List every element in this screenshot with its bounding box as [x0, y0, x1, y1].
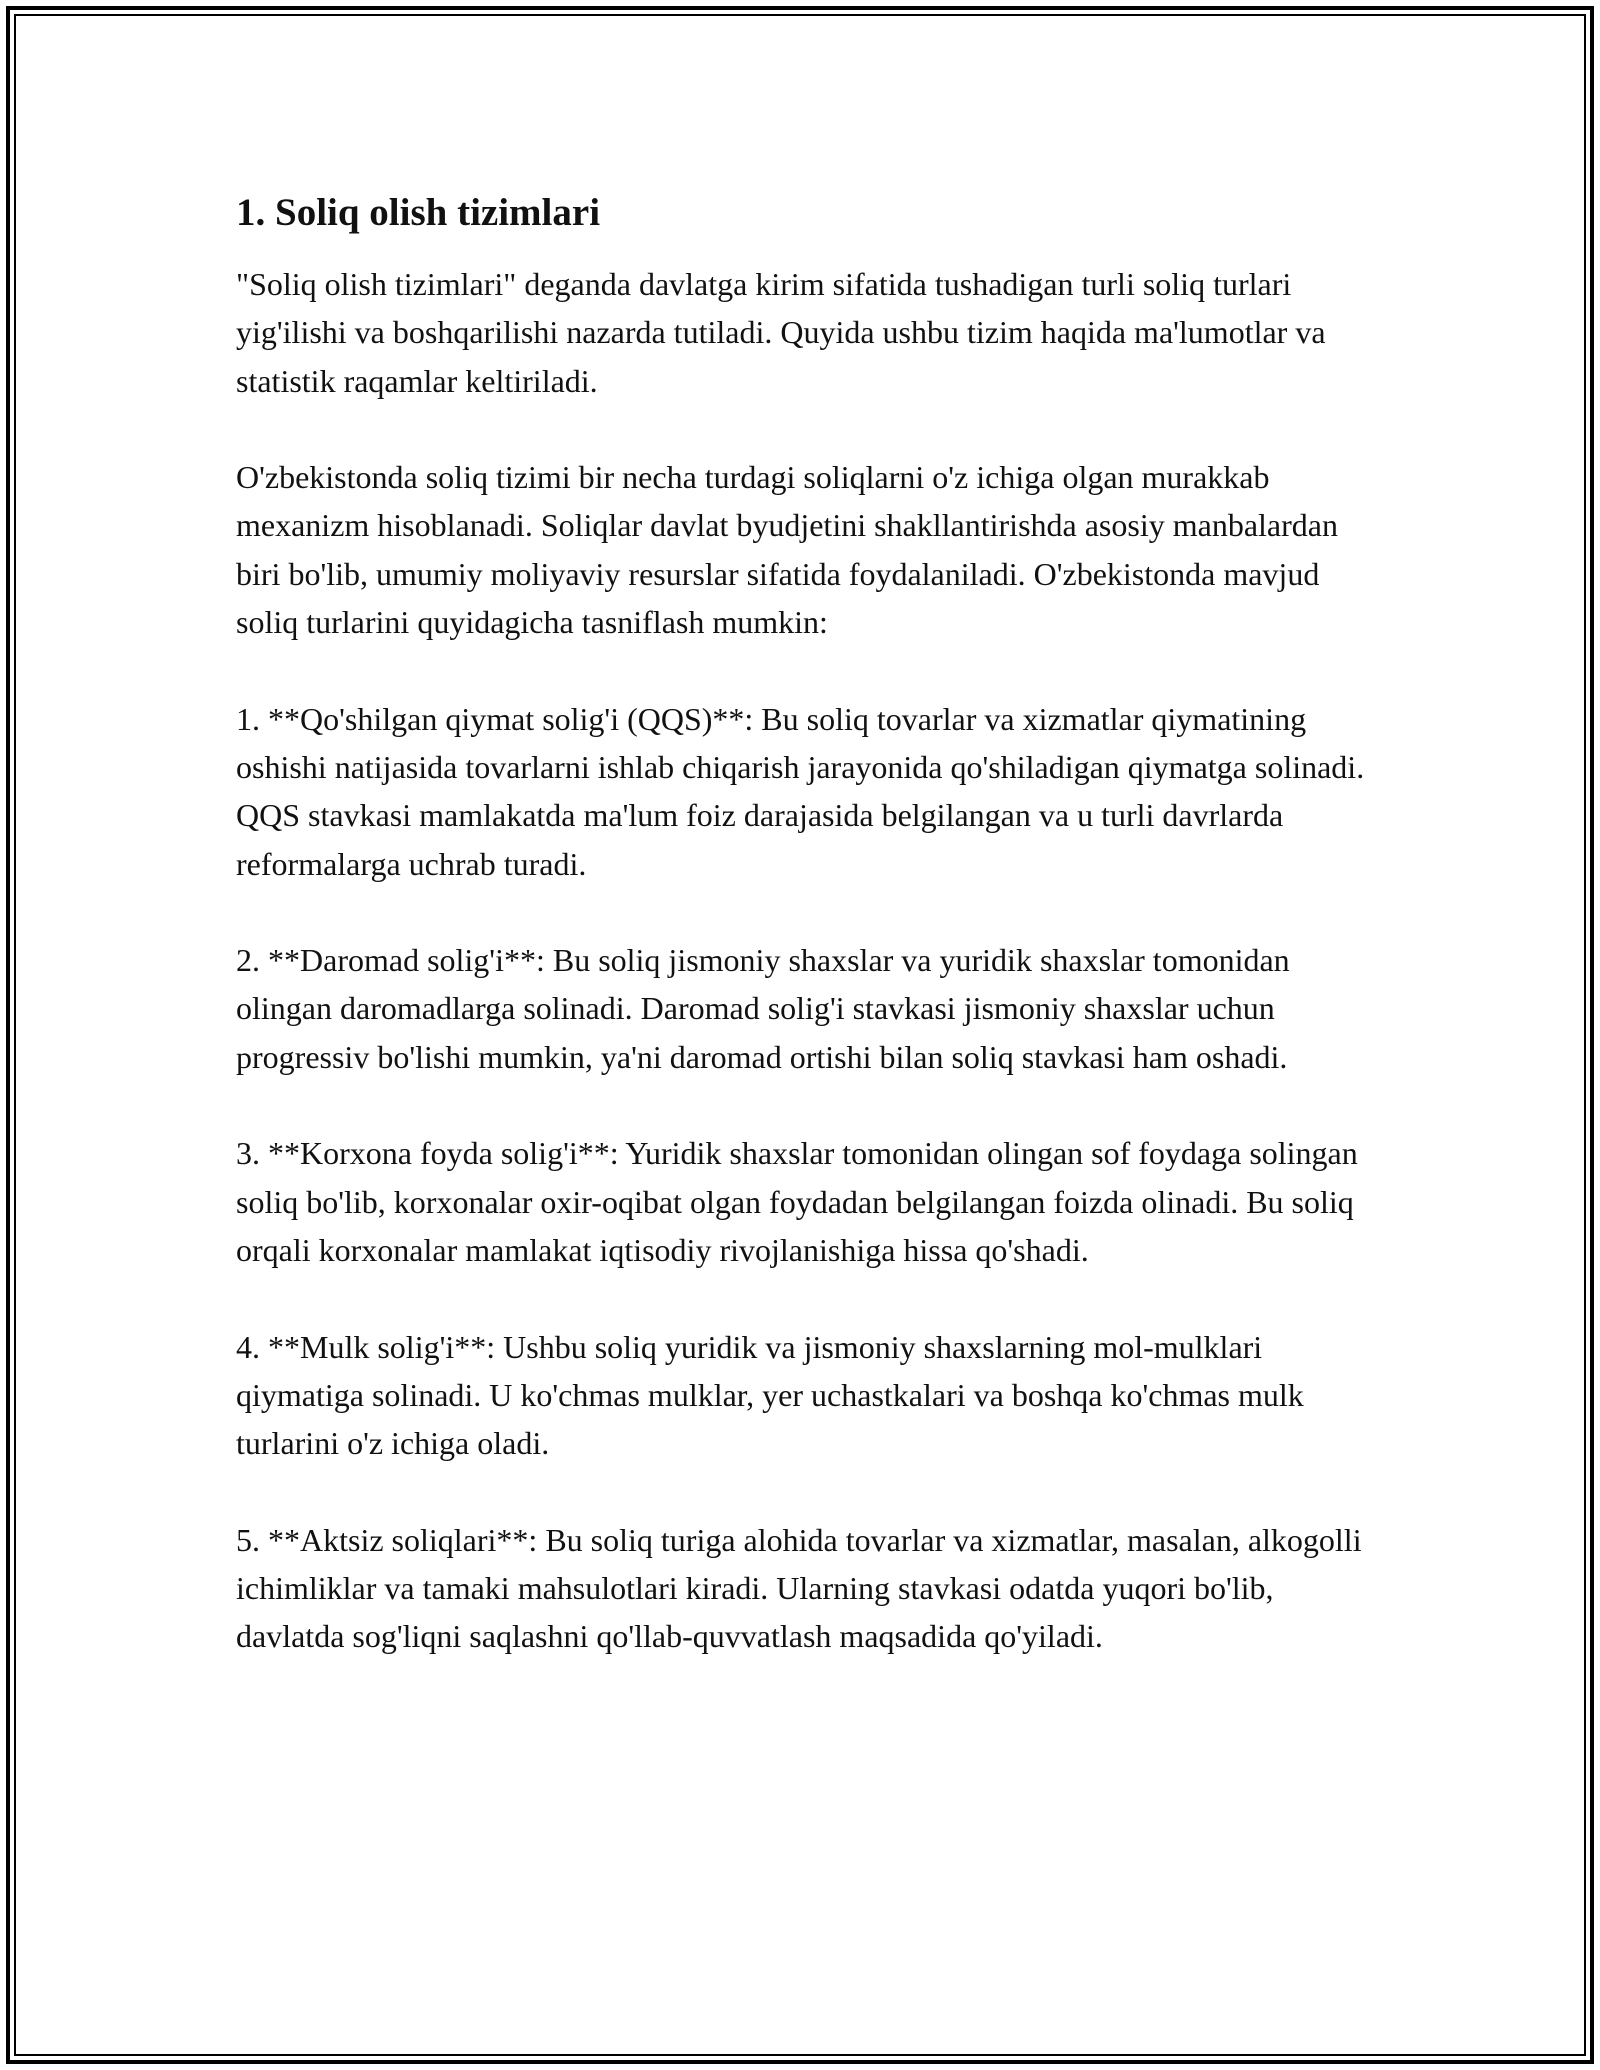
document-title: 1. Soliq olish tizimlari — [236, 191, 601, 234]
paragraph-overview: O'zbekistonda soliq tizimi bir necha turdagi soliqlarni o'z ichiga olgan murakkab mexanizm hisoblanadi. Soliqlar davlat byudjetini shakllantirishda asosiy manbalardan biri bo'lib, umumiy moliyaviy resurslar sifatida foydalaniladi. O'zbekistonda mavjud soliq turlarini quyidagicha tasniflash mumkin: — [236, 459, 1338, 641]
paragraph-profit-tax: 3. **Korxona foyda solig'i**: Yuridik shaxslar tomonidan olingan sof foydaga solingan soliq bo'lib, korxonalar oxir-oqibat olgan foydadan belgilangan foizda olinadi. Bu soliq orqali korxonalar mamlakat iqtisodiy rivojlanishiga hissa qo'shadi. — [236, 1135, 1358, 1268]
paragraph-income-tax: 2. **Daromad solig'i**: Bu soliq jismoniy shaxslar va yuridik shaxslar tomonidan olingan daromadlarga solinadi. Daromad solig'i stavkasi jismoniy shaxslar uchun progressiv bo'lishi mumkin, ya'ni daromad ortishi bilan soliq stavkasi ham oshadi. — [236, 942, 1290, 1075]
paragraph-vat: 1. **Qo'shilgan qiymat solig'i (QQS)**: Bu soliq tovarlar va xizmatlar qiymatining oshishi natijasida tovarlarni ishlab chiqarish jarayonida qo'shiladigan qiymatga solinadi. QQS stavkasi mamlakatda ma'lum foiz darajasida belgilangan va u turli davrlarda reformalarga uchrab turadi. — [236, 700, 1365, 882]
paragraph-excise-tax: 5. **Aktsiz soliqlari**: Bu soliq turiga alohida tovarlar va xizmatlar, masalan, alkogolli ichimliklar va tamaki mahsulotlari kiradi. Ularning stavkasi odatda yuqori bo'lib, davlatda sog'liqni saqlashni qo'llab-quvvatlash maqsadida qo'yiladi. — [236, 1521, 1362, 1655]
paragraph-property-tax: 4. **Mulk solig'i**: Ushbu soliq yuridik va jismoniy shaxslarning mol-mulklari qiymatiga solinadi. U ko'chmas mulklar, yer uchastkalari va boshqa ko'chmas mulk turlarini o'z ichiga oladi. — [236, 1328, 1304, 1462]
document-body — [236, 188, 1366, 1709]
paragraph-intro: "Soliq olish tizimlari" deganda davlatga kirim sifatida tushadigan turli soliq turlari yig'ilishi va boshqarilishi nazarda tutiladi. Quyida ushbu tizim haqida ma'lumotlar va statistik raqamlar keltiriladi. — [236, 266, 1326, 399]
